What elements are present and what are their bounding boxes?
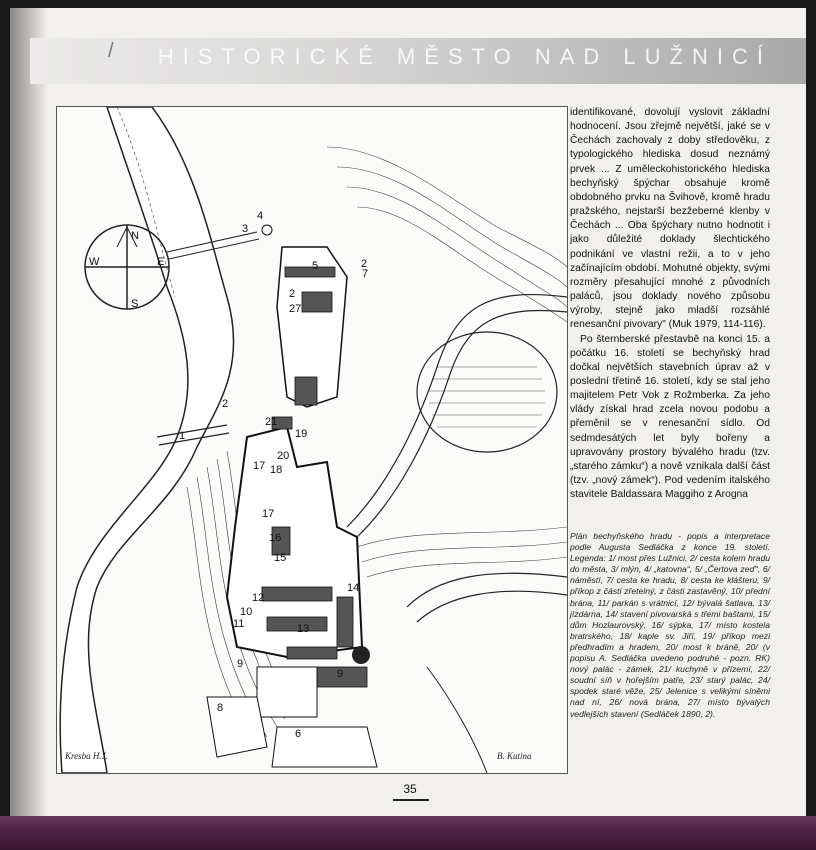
header-decor: / [108, 40, 114, 62]
castle-plan-map [56, 106, 568, 774]
map-label-8: 8 [217, 702, 224, 714]
river-luznice [60, 107, 233, 773]
map-label-19: 19 [295, 428, 308, 440]
map-label-20: 20 [277, 450, 290, 462]
map-label-5: 5 [312, 260, 319, 272]
running-header-title: HISTORICKÉ MĚSTO NAD LUŽNICÍ [157, 44, 772, 69]
page-number-rule [393, 799, 429, 801]
page-number: 35 [403, 782, 417, 796]
map-label-9: 9 [237, 658, 244, 670]
map-label-7: 7 [362, 268, 369, 280]
map-label-10: 10 [240, 606, 253, 618]
map-label-15: 15 [274, 552, 287, 564]
map-label-4: 4 [257, 210, 264, 222]
map-label-28: 2 [289, 288, 296, 300]
compass-south: S [131, 298, 139, 310]
map-label-3: 3 [242, 223, 249, 235]
map-label-13: 13 [297, 623, 310, 635]
body-paragraph-1: identifikované, dovolují vyslovit základní hodnocení. Jsou zřejmě největší, jaké se v Čechách zachovaly z doby středověku, z typologického hlediska dosud neznámý prvek ... Z uměleckohistorického hlediska bechyňský špýchar obsahuje kromě obdobného prvku na Švihově, kromě hradu pražského, nejstarší bezžeberné klenby v Čechách ... Oba špýchary nutno hodnotit i jako důležité doklady šlechtického podnikání ve vlastní režii, a to v jeho začínajícím období. Mohutné objekty, svými rozměry přesahující mnohé z původních paláců, jsou doklady nového způsobu výroby, stejně jako mladší rozsáhlé renesanční pivovary" (Muk 1979, 114-116). [570, 107, 770, 331]
compass-north: N [131, 230, 139, 242]
map-label-17: 17 [262, 508, 275, 520]
map-label-17b: 17 [253, 460, 266, 472]
map-label-14: 14 [347, 582, 360, 594]
map-label-1: 1 [179, 430, 186, 442]
map-label-27: 27 [289, 303, 302, 315]
map-label-18: 18 [270, 464, 283, 476]
map-label-2: 2 [222, 398, 229, 410]
page-gutter-shadow [10, 8, 48, 816]
body-column [570, 106, 770, 502]
hill-outline [417, 332, 557, 452]
figure-caption: Plán bechyňského hradu - popis a interpretace podle Augusta Sedláčka z konce 19. století. Legenda: 1/ most přes Lužnici, 2/ cesta kolem hradu do města, 3/ mlýn, 4/ „katovna“, 5/ „Čertova zeď“, 6/ náměstí, 7/ cesta ke hradu, 8/ cesta ke klášteru, 9/ příkop z části zřetelný, z části zastavěný, 10/ přední brána, 11/ parkán s vrátnicí, 12/ bývalá šatlava, 13/ jízdárna, 14/ stavení pivovarská s třemi baštami, 15/ dům Hozlaurovský, 16/ sýpka, 17/ místo kostela bratrského, 18/ kaple sv. Jiří, 19/ příkop mezi předhradím a hradem, 20/ most k bráně, 20/ (v popisu A. Sedláčka uvedeno podruhé - pozn. RK) nový palác - zámek, 21/ kuchyně v přízemí, 22/ soudní síň v hořejším patře, 23/ starý palác, 24/ spodek staré věže, 25/ Jelenice s velikými síněmi nad ní, 26/ nová brána, 27/ místo bývalých vedlejších stavení (Sedláček 1890, 2). [570, 531, 770, 719]
map-label-12: 12 [252, 592, 265, 604]
book-page [10, 8, 806, 816]
map-label-11: 11 [233, 618, 245, 630]
map-label-6: 6 [295, 728, 302, 740]
map-label-9b: 9 [337, 668, 344, 680]
compass-west: W [89, 256, 100, 268]
signature-right: B. Kutina [497, 751, 532, 761]
castle-plan-drawing [57, 107, 567, 773]
body-paragraph-2: Po šternberské přestavbě na konci 15. a počátku 16. století se bechyňský hrad dočkal největších stavebních úprav až v poslední třetině 16. století, kdy se stal jeho majitelem Petr Vok z Rožmberka. Za jeho vlády získal hrad zcela novou podobu a přeměnil se v renesanční sídlo. Od sedmdesátých let byly bořeny a upravovány prostory bývalého hradu (tzv. „starého zámku“) a nově vznikala další část (tzv. „nový zámek“). Pod vedením italského stavitele Baldassara Maggiho z Arogna [570, 333, 770, 501]
cover-edge-band [0, 816, 816, 850]
map-label-21: 21 [265, 416, 278, 428]
signature-left: Kresba H.J. [65, 751, 108, 761]
map-label-2b: 2 [361, 258, 368, 270]
map-label-16: 16 [269, 532, 282, 544]
compass-east: E [157, 256, 165, 268]
